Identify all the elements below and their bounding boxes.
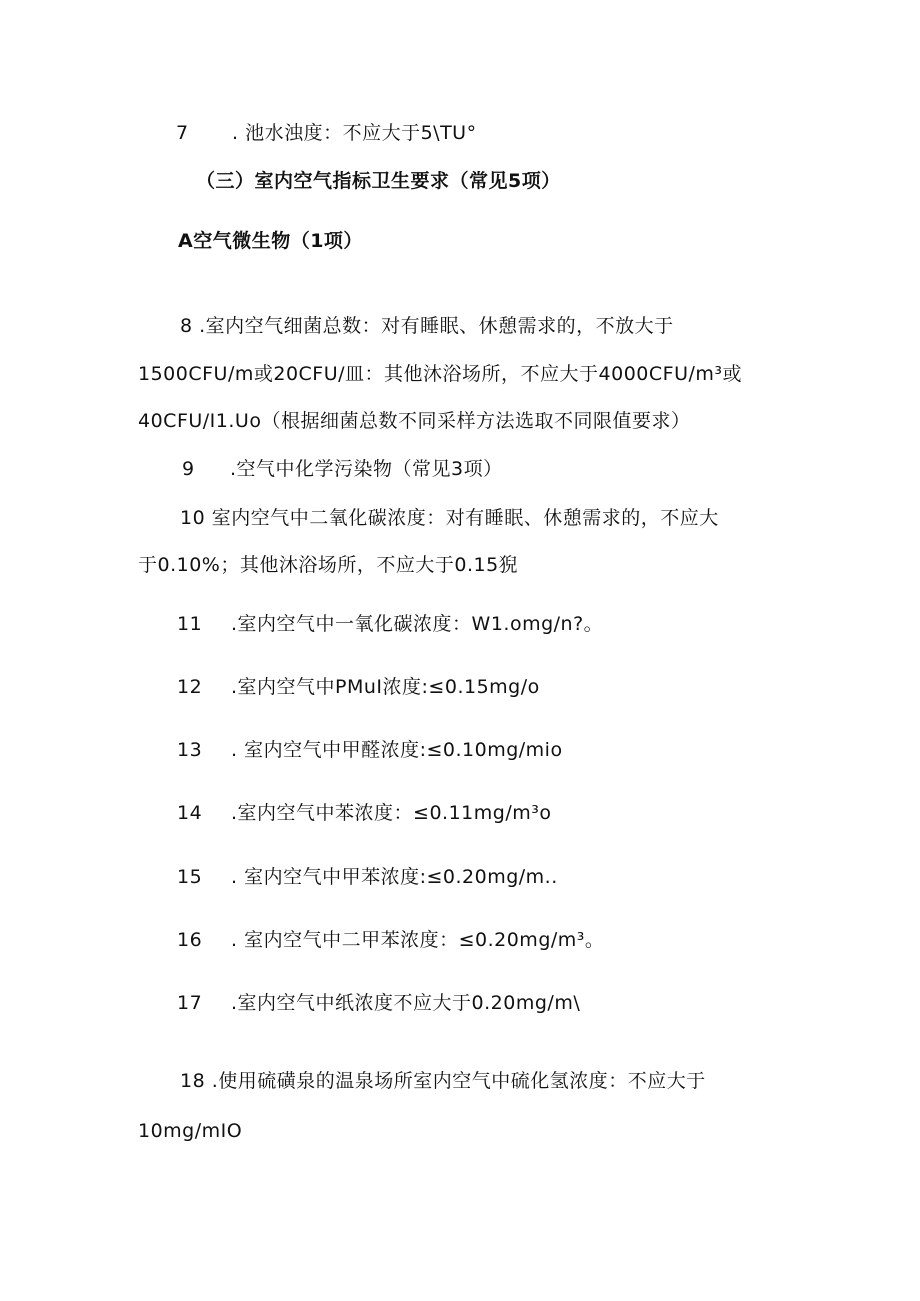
item-number: 9 <box>182 458 195 480</box>
item-18-line-1: 18 .使用硫磺泉的温泉场所室内空气中硫化氢浓度：不应大于 <box>180 1070 706 1092</box>
item-17 <box>177 990 580 1016</box>
item-12 <box>177 674 540 700</box>
item-10-line-2: 于0.10%；其他沐浴场所，不应大于0.15猊 <box>138 554 519 576</box>
item-number: 15 <box>177 866 203 888</box>
item-10-line-1: 10 室内空气中二氧化碳浓度：对有睡眠、休憩需求的，不应大 <box>180 507 719 529</box>
item-number: 16 <box>177 929 203 951</box>
item-text: .室内空气中纸浓度不应大于0.20mg∕m\ <box>231 992 581 1014</box>
item-number: 12 <box>177 676 203 698</box>
item-14 <box>177 800 552 826</box>
item-text: .室内空气中苯浓度：≤0.11mg∕m³o <box>231 802 552 824</box>
item-text: . 室内空气中甲苯浓度:≤0.20mg∕m.. <box>231 866 558 888</box>
item-13 <box>177 737 563 763</box>
item-text: . 室内空气中甲醛浓度:≤0.10mg∕mio <box>231 739 563 761</box>
item-18-line-2: 10mg∕mIO <box>138 1120 243 1142</box>
item-15 <box>177 864 558 890</box>
item-text: . 室内空气中二甲苯浓度：≤0.20mg∕m³。 <box>231 929 605 951</box>
section-heading-indoor-air: （三）室内空气指标卫生要求（常见5项） <box>196 170 561 192</box>
subsection-heading-microbes: A空气微生物（1项） <box>178 230 363 252</box>
item-text: .室内空气中PMuI浓度:≤0.15mg∕o <box>231 676 540 698</box>
item-8-line-3: 40CFU/I1.Uo（根据细菌总数不同采样方法选取不同限值要求） <box>138 410 691 432</box>
item-text: . 池水浊度：不应大于5\TU° <box>232 122 477 144</box>
item-7 <box>176 120 477 146</box>
item-number: 11 <box>177 613 203 635</box>
item-number: 7 <box>176 122 189 144</box>
item-text: .空气中化学污染物（常见3项） <box>230 458 503 480</box>
item-number: 14 <box>177 802 203 824</box>
item-9 <box>182 456 503 482</box>
item-11 <box>177 611 603 637</box>
item-text: .室内空气中一氧化碳浓度：W1.omg/n?。 <box>231 613 604 635</box>
item-8-line-1: 8 .室内空气细菌总数：对有睡眠、休憩需求的，不放大于 <box>180 315 674 337</box>
item-number: 13 <box>177 739 203 761</box>
item-number: 17 <box>177 992 203 1014</box>
item-8-line-2: 1500CFU∕m或20CFU/皿：其他沐浴场所，不应大于4000CFU∕m³或 <box>138 363 743 385</box>
item-16 <box>177 927 604 953</box>
